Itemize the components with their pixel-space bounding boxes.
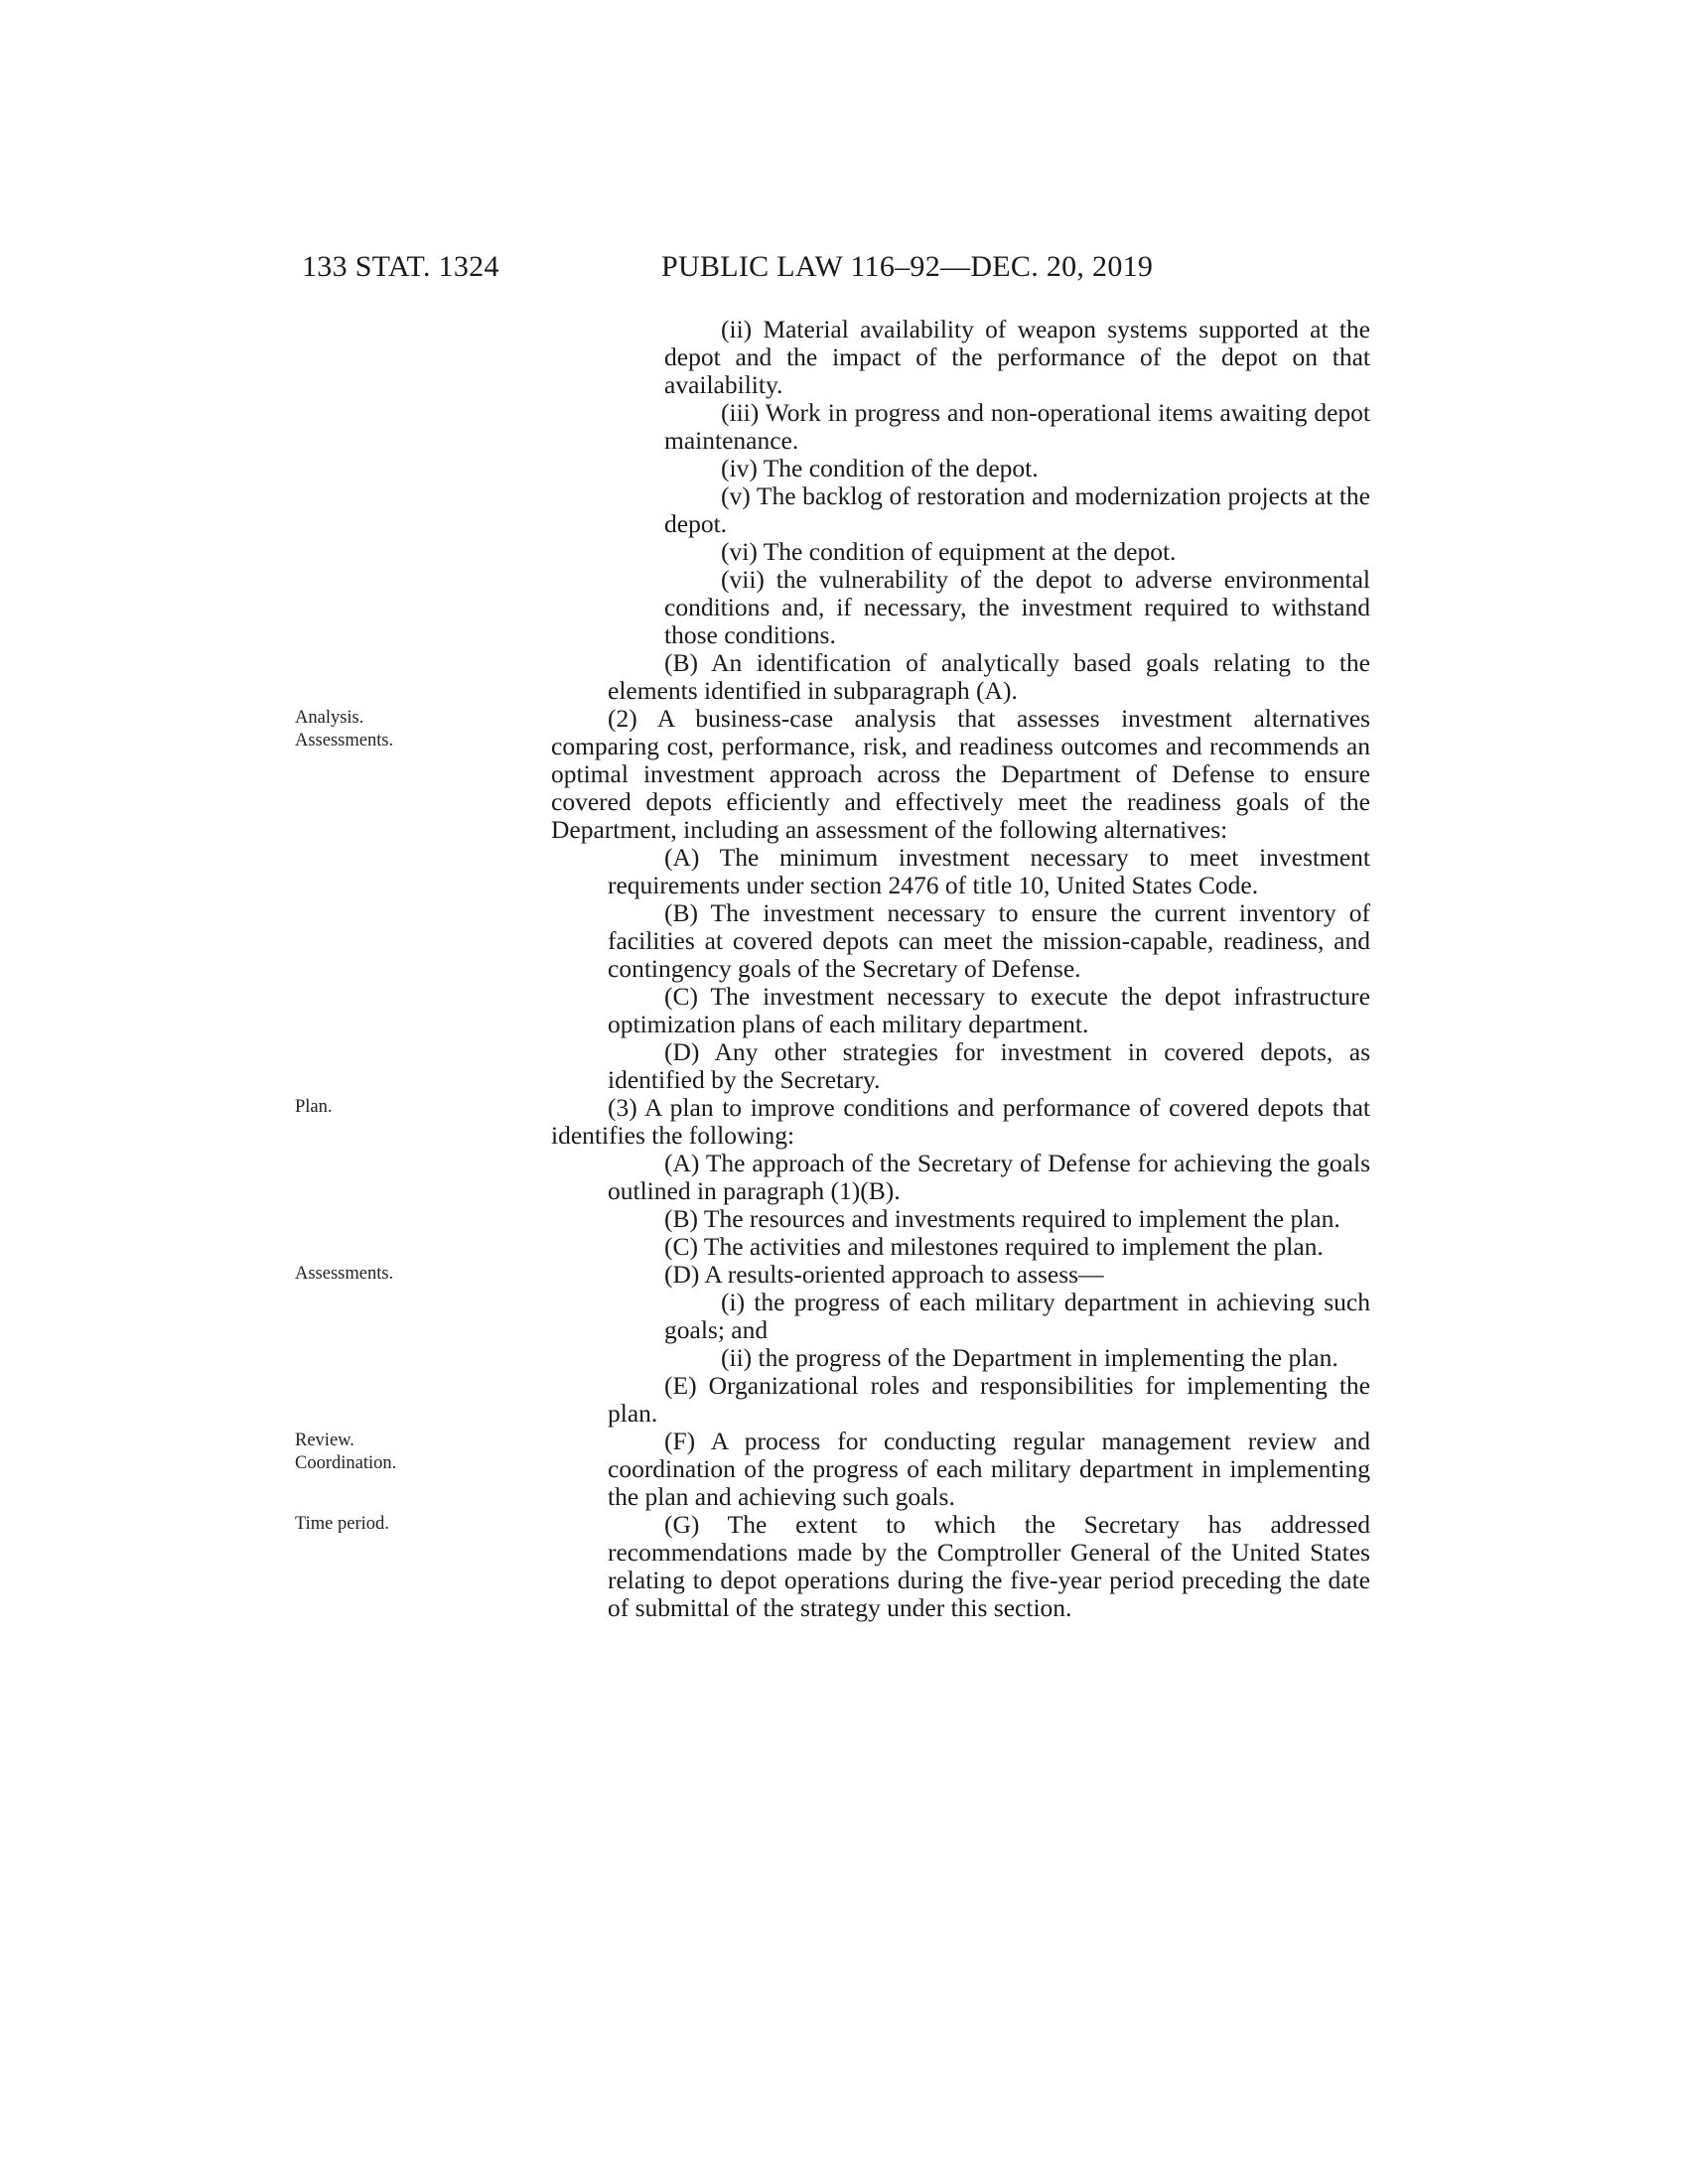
margin-note-line: Review. xyxy=(295,1431,354,1450)
statute-paragraph xyxy=(664,482,1370,538)
paragraph-text: (v) The backlog of restoration and modernization projects at the depot. xyxy=(664,481,1370,538)
statute-body xyxy=(0,316,1688,1622)
paragraph-text: (D) A results-oriented approach to assess— xyxy=(664,1260,1104,1289)
paragraph-text: (3) A plan to improve conditions and performance of covered depots that identifies the following: xyxy=(551,1093,1370,1150)
paragraph-text: (F) A process for conducting regular management review and coordination of the progress of each military department in implementing the plan and achieving such goals. xyxy=(608,1427,1370,1511)
statute-paragraph xyxy=(608,1372,1370,1428)
paragraph-text: (ii) the progress of the Department in implementing the plan. xyxy=(721,1343,1338,1372)
statute-paragraph xyxy=(664,538,1370,566)
margin-note-line: Assessments. xyxy=(295,1264,394,1284)
margin-note-line: Plan. xyxy=(295,1097,333,1117)
margin-note xyxy=(295,707,474,752)
paragraph-text: (iv) The condition of the depot. xyxy=(721,454,1039,482)
statute-paragraph xyxy=(608,649,1370,705)
paragraph-text: (C) The activities and milestones required to implement the plan. xyxy=(664,1232,1324,1261)
margin-note-line: Time period. xyxy=(295,1514,389,1534)
statute-reference: 133 STAT. 1324 xyxy=(302,250,499,283)
statute-paragraph xyxy=(664,1289,1370,1344)
margin-note-line: Coordination. xyxy=(295,1453,397,1473)
paragraph-text: (C) The investment necessary to execute the depot infrastructure optimization plans of each military department. xyxy=(608,982,1370,1038)
statute-paragraph xyxy=(608,1038,1370,1094)
statute-paragraph xyxy=(295,704,1370,844)
statute-paragraph xyxy=(664,455,1370,482)
statute-paragraph xyxy=(608,1205,1370,1233)
statute-paragraph xyxy=(664,399,1370,455)
paragraph-text: (vii) the vulnerability of the depot to adverse environmental conditions and, if necessary, the investment required to withstand those conditions. xyxy=(664,565,1370,649)
paragraph-text: (vi) The condition of equipment at the depot. xyxy=(721,537,1177,566)
statute-paragraph xyxy=(608,1233,1370,1261)
paragraph-text: (D) Any other strategies for investment in covered depots, as identified by the Secretary. xyxy=(608,1037,1370,1094)
statute-paragraph xyxy=(608,899,1370,983)
statute-paragraph xyxy=(608,844,1370,899)
paragraph-text: (B) The resources and investments required to implement the plan. xyxy=(664,1204,1340,1233)
statute-paragraph xyxy=(664,566,1370,649)
statute-paragraph xyxy=(664,1344,1370,1372)
paragraph-text: (G) The extent to which the Secretary has addressed recommendations made by the Comptroller General of the United States relating to depot operations during the five-year period preceding the date of submittal of the strategy under this section. xyxy=(608,1510,1370,1622)
statute-paragraph xyxy=(295,1510,1370,1622)
statute-paragraph xyxy=(295,1093,1370,1150)
page-header xyxy=(0,250,1688,290)
paragraph-text: (iii) Work in progress and non-operational items awaiting depot maintenance. xyxy=(664,398,1370,455)
paragraph-text: (i) the progress of each military department in achieving such goals; and xyxy=(664,1288,1370,1344)
paragraph-text: (2) A business-case analysis that assesses investment alternatives comparing cost, performance, risk, and readiness outcomes and recommends an optimal investment approach across the Department of Defense to ensure covered depots efficiently and effectively meet the readiness goals of the Department, including an assessment of the following alternatives: xyxy=(551,704,1370,844)
statute-paragraph xyxy=(608,1150,1370,1205)
paragraph-text: (ii) Material availability of weapon systems supported at the depot and the impact of the performance of the depot on that availability. xyxy=(664,315,1370,399)
statute-paragraph xyxy=(608,983,1370,1038)
margin-note xyxy=(295,1513,474,1536)
statute-paragraph xyxy=(295,1260,1370,1289)
paragraph-text: (B) The investment necessary to ensure the current inventory of facilities at covered depots can meet the mission-capable, readiness, and contingency goals of the Secretary of Defense. xyxy=(608,898,1370,983)
statute-paragraph xyxy=(295,1427,1370,1511)
margin-note xyxy=(295,1096,474,1119)
statute-paragraph xyxy=(664,316,1370,399)
margin-note-line: Assessments. xyxy=(295,731,394,751)
paragraph-text: (B) An identification of analytically based goals relating to the elements identified in subparagraph (A). xyxy=(608,648,1370,705)
paragraph-text: (A) The minimum investment necessary to meet investment requirements under section 2476 of title 10, United States Code. xyxy=(608,843,1370,899)
margin-note-line: Analysis. xyxy=(295,708,364,728)
margin-note xyxy=(295,1430,474,1475)
margin-note xyxy=(295,1263,474,1286)
law-title: PUBLIC LAW 116–92—DEC. 20, 2019 xyxy=(661,250,1154,283)
paragraph-text: (E) Organizational roles and responsibilities for implementing the plan. xyxy=(608,1371,1370,1428)
paragraph-text: (A) The approach of the Secretary of Defense for achieving the goals outlined in paragraph (1)(B). xyxy=(608,1149,1370,1205)
